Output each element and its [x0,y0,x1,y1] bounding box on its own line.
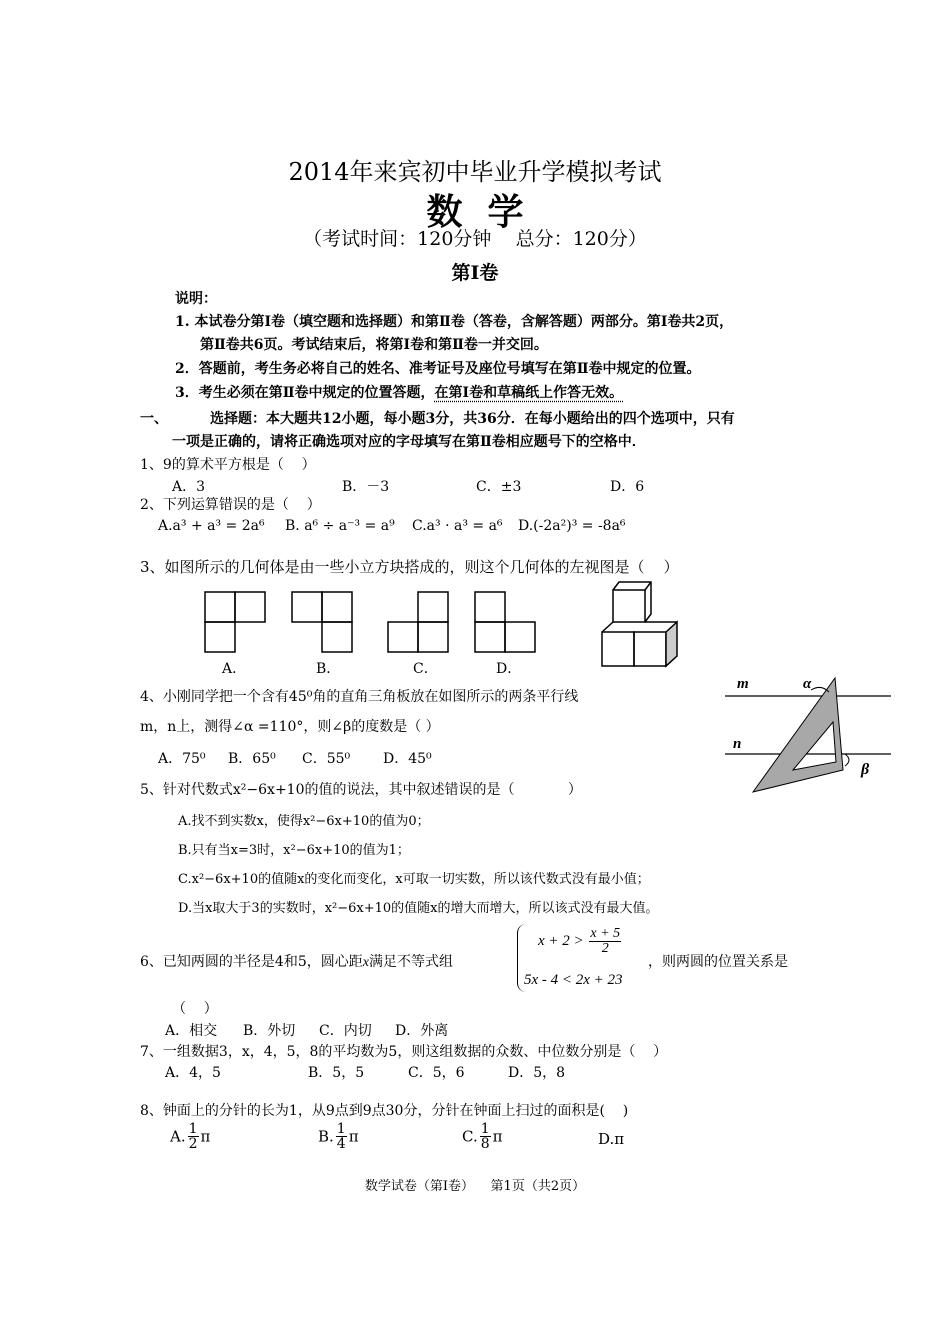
q8-option-a-suffix: π [200,1127,211,1146]
q8-option-c-suffix: π [492,1127,503,1146]
q2-stem: 2、下列运算错误的是（ ） [140,497,321,513]
q1-stem: 1、9的算术平方根是（ ） [140,457,316,473]
q8-option-b-num: 1 [336,1121,346,1137]
q4-option-b: B．65⁰ [228,751,276,767]
q6-ineq-1 [538,927,623,956]
section-number: 一、 [140,411,168,427]
notes-item-3a: 3．考生必须在第Ⅱ卷中规定的位置答题， [175,385,435,401]
q3-label-a: A． [222,661,247,677]
q6-var: x [362,955,369,970]
q8-option-c-prefix: C. [462,1127,478,1146]
q7-option-d: D．5，8 [508,1065,566,1081]
q8-option-b-prefix: B. [318,1127,334,1146]
q8-option-c-den: 8 [480,1136,490,1152]
q6-ineq-2: 5x - 4 < 2x + 23 [524,972,623,988]
q2-option-b: B. a⁶ ÷ a⁻³ = a⁹ [285,518,395,534]
q5-option-c: C.x²−6x+10的值随x的变化而变化，x可取一切实数，所以该代数式没有最小值； [178,872,650,887]
q3-label-c: C． [413,661,438,677]
notes-item-2: 2．答题前，考生务必将自己的姓名、准考证号及座位号填写在第Ⅱ卷中规定的位置。 [175,361,701,377]
q7-stem: 7、一组数据3，x，4，5，8的平均数为5，则这组数据的众数、中位数分别是（ ） [140,1044,668,1060]
q6-stem-c: ，则两圆的位置关系是 [648,954,788,970]
q6-ineq-1-num: x + 5 [590,926,621,941]
q5-option-a: A.找不到实数x，使得x²−6x+10的值为0； [178,814,430,829]
q4-line-2: m，n上，测得∠α =110°，则∠β的度数是（ ） [140,719,440,735]
q6-paren: （ ） [172,1001,218,1017]
page-footer: 数学试卷（第Ⅰ卷） 第1页（共2页） [364,1179,586,1194]
q6-option-a: A．相交 [165,1023,218,1039]
q6-option-b: B．外切 [243,1023,296,1039]
q4-figure [725,668,895,798]
q4-label-n: n [733,736,742,752]
q3-view-c [388,592,448,652]
q8-option-b-den: 4 [336,1136,346,1152]
q3-view-b [292,592,352,652]
q6-option-d: D．外离 [395,1023,449,1039]
q8-option-b-suffix: π [348,1127,359,1146]
q8-option-c [462,1122,503,1151]
subject-title: 数 学 [426,191,524,233]
notes-heading: 说明： [175,291,217,307]
q4-label-beta: β [861,761,870,778]
q2-option-a: A.a³ + a³ = 2a⁶ [158,518,265,534]
q4-option-c: C．55⁰ [302,751,351,767]
q6-stem [140,951,453,971]
q5-option-b: B.只有当x=3时，x²−6x+10的值为1； [178,843,410,858]
q6-ineq-1-den: 2 [601,941,609,956]
q2-option-d: D.(-2a²)³ = -8a⁶ [518,518,626,534]
q7-option-c: C．5，6 [408,1065,465,1081]
section-desc-1: 选择题：本大题共12小题，每小题3分，共36分．在每小题给出的四个选项中，只有 [210,411,735,427]
section-desc-2: 一项是正确的，请将正确选项对应的字母填写在第Ⅱ卷相应题号下的空格中． [172,434,646,450]
q6-stem-a: 6、已知两圆的半径是4和5，圆心距 [140,954,363,970]
q4-option-a: A．75⁰ [158,751,206,767]
q3-label-b: B． [316,661,341,677]
q8-option-a [170,1122,210,1151]
q8-option-b [318,1122,359,1151]
q7-option-a: A．4，5 [165,1065,221,1081]
q2-option-c: C.a³ · a³ = a⁶ [412,518,503,534]
q8-option-a-prefix: A. [170,1127,186,1146]
q6-stem-b: 满足不等式组 [368,954,453,970]
q7-option-b: B．5，5 [308,1065,365,1081]
q6-option-c: C．内切 [319,1023,372,1039]
notes-item-1: 1. 本试卷分第Ⅰ卷（填空题和选择题）和第Ⅱ卷（答卷，含解答题）两部分。第Ⅰ卷共2页， [175,314,734,330]
exam-title: 2014年来宾初中毕业升学模拟考试 [288,158,662,186]
q8-option-c-num: 1 [480,1121,490,1137]
q4-label-m: m [737,676,749,692]
q3-figures [195,578,695,674]
q3-view-d [475,592,535,652]
q1-option-b: B．－3 [342,479,390,495]
time-info: （考试时间：120分钟 总分：120分） [303,228,647,250]
q1-option-d: D．6 [610,479,645,495]
q3-label-d: D． [496,661,522,677]
q1-option-c: C．±3 [476,479,522,495]
q8-option-a-num: 1 [188,1121,198,1137]
q3-solid [602,582,677,666]
q1-option-a: A．3 [172,479,206,495]
q5-option-d: D.当x取大于3的实数时，x²−6x+10的值随x的增大而增大，所以该式没有最大值。 [178,901,659,916]
q3-view-a [205,592,265,652]
q4-line-1: 4、小刚同学把一个含有45⁰角的直角三角板放在如图所示的两条平行线 [140,689,579,705]
volume-title: 第Ⅰ卷 [451,262,499,284]
q8-stem: 8、钟面上的分针的长为1，从9点到9点30分，分针在钟面上扫过的面积是( ) [140,1103,629,1119]
q6-ineq-1-fraction [589,927,621,956]
q6-ineq-1-left: x + 2 > [538,933,584,949]
notes-item-3b: 在第Ⅰ卷和草稿纸上作答无效。 [434,385,624,401]
q3-stem: 3、如图所示的几何体是由一些小立方块搭成的，则这个几何体的左视图是（ ） [140,558,679,576]
q4-label-alpha: α [803,676,812,692]
q5-stem: 5、针对代数式x²−6x+10的值的说法，其中叙述错误的是（ ） [140,782,582,798]
q8-option-d: D.π [598,1130,625,1148]
q8-option-a-den: 2 [188,1136,198,1152]
notes-item-1b: 第Ⅱ卷共6页。考试结束后，将第Ⅰ卷和第Ⅱ卷一并交回。 [200,337,548,353]
notes-item-3 [175,382,623,402]
q4-option-d: D．45⁰ [383,751,432,767]
